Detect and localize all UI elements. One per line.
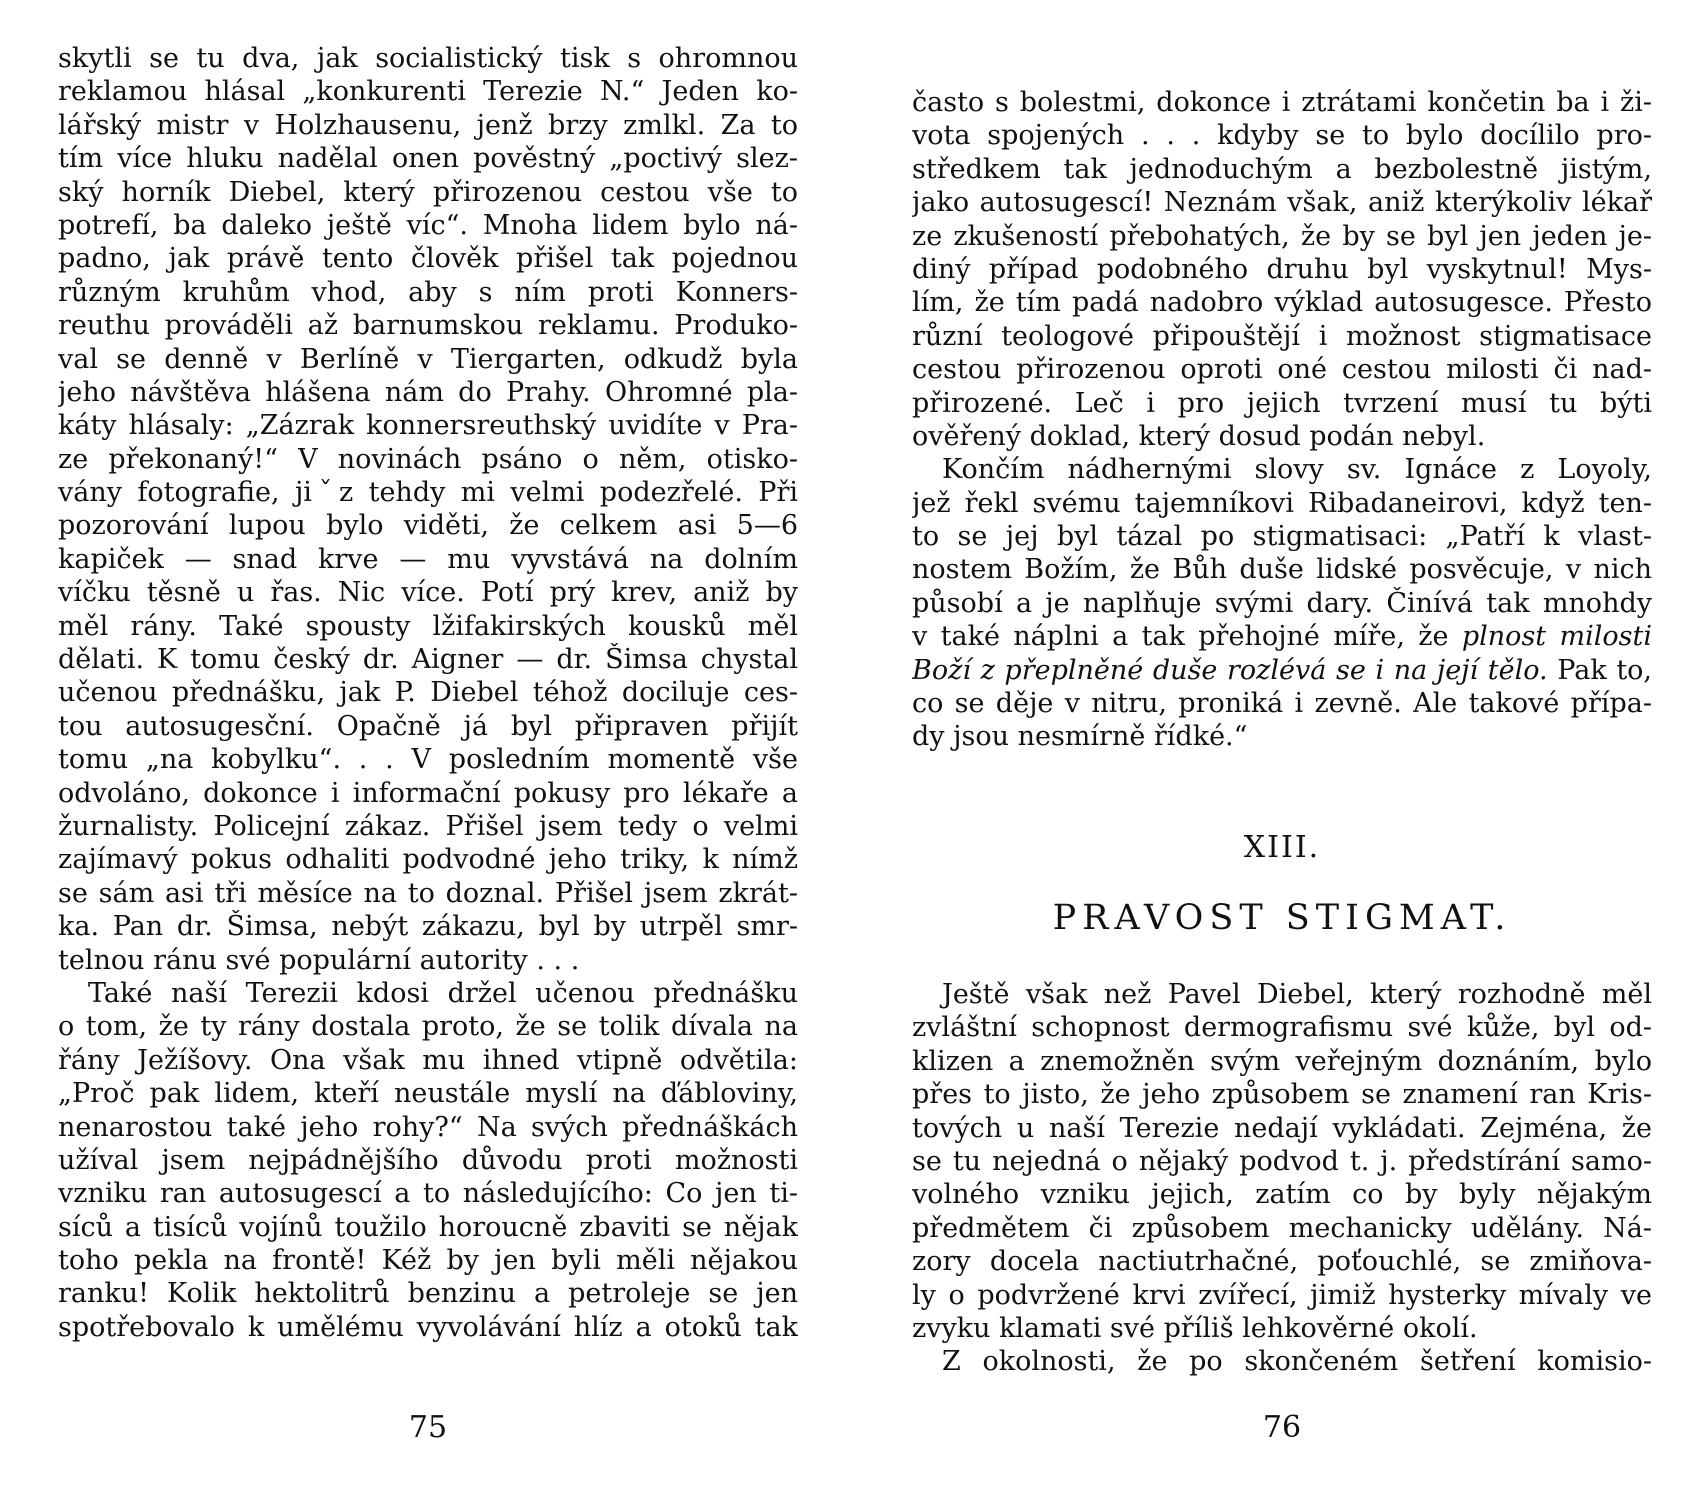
text-line: vota spojených . . . kdyby se to bylo docílilo pro- <box>912 120 1652 152</box>
text-line: lím, že tím padá nadobro výklad autosugesce. Přesto <box>912 287 1652 319</box>
text-line: zvláštní schopnost dermografismu své kůže, byl od- <box>912 1012 1652 1044</box>
text-line: různým kruhům vhod, aby s ním proti Konners- <box>58 276 798 308</box>
text-line: zajímavý pokus odhaliti podvodné jeho triky, k nímž <box>58 844 798 876</box>
text-line: ranku! Kolik hektolitrů benzinu a petroleje se jen <box>58 1278 798 1310</box>
text-line: ověřený doklad, který dosud podán nebyl. <box>912 420 1486 452</box>
text-line: zory docela nactiutrhačné, poťouchlé, se zmiňova- <box>912 1246 1652 1278</box>
text-line: ze překonaný!“ V novinách psáno o něm, otisko- <box>58 443 798 475</box>
chapter-number: XIII. <box>1243 830 1321 865</box>
right-page-text-bottom <box>912 978 1652 1379</box>
text-line: vzniku ran autosugescí a to následujícího: Co jen ti- <box>58 1178 798 1210</box>
text-line: val se denně v Berlíně v Tiergarten, odkudž byla <box>58 343 798 375</box>
text-line: předmětem či způsobem mechanicky udělány. Ná- <box>912 1212 1652 1244</box>
text-line: tových u naší Terezie nedají vykládati. Zejména, že <box>912 1112 1652 1144</box>
text-line: reuthu prováděli až barnumskou reklamu. Produko- <box>58 310 798 342</box>
right-page-text-top <box>912 86 1652 754</box>
text-line: reklamou hlásal „konkurenti Terezie N.“ Jeden ko- <box>58 76 798 108</box>
text-line: cestou přirozenou oproti oné cestou milosti či nad- <box>912 354 1652 386</box>
emphasis-text: Boží z přeplněné duše rozlévá se i na její tělo. <box>912 654 1548 686</box>
text-line: ský horník Diebel, který přirozenou cestou vše to <box>58 176 798 208</box>
text-line: dělati. K tomu český dr. Aigner — dr. Šimsa chystal <box>58 644 798 676</box>
text-line-with-emphasis <box>912 654 1652 687</box>
paragraph-first-line: Končím nádhernými slovy sv. Ignáce z Loyoly, <box>942 454 1652 486</box>
text-line: měl rány. Také spousty lžifakirských kousků měl <box>58 610 798 642</box>
paragraph-first-line: Také naší Terezii kdosi držel učenou přednášku <box>88 977 798 1009</box>
text-line: ka. Pan dr. Šimsa, nebýt zákazu, byl by utrpěl smr- <box>58 911 798 943</box>
text-line: o tom, že ty rány dostala proto, že se tolik dívala na <box>58 1011 798 1043</box>
paragraph-first-line: Ještě však než Pavel Diebel, který rozhodně měl <box>942 979 1652 1010</box>
text-line: se sám asi tři měsíce na to doznal. Přišel jsem zkrát- <box>58 877 798 909</box>
text-line: dy jsou nesmírně řídké.“ <box>912 721 1248 753</box>
text-line: jež řekl svému tajemníkovi Ribadaneirovi, když ten- <box>912 487 1652 519</box>
text-line: ly o podvržené krvi zvířecí, jimiž hysterky mívaly ve <box>912 1279 1652 1311</box>
text-line: to se jej byl tázal po stigmatisaci: „Patří k vlast- <box>912 521 1652 553</box>
text-line: pozorování lupou bylo viděti, že celkem asi 5—6 <box>58 510 798 542</box>
text-line: „Proč pak lidem, kteří neustále myslí na ďábloviny, <box>58 1078 798 1110</box>
text-line: často s bolestmi, dokonce i ztrátami končetin ba i ži- <box>912 87 1652 118</box>
text-line: káty hlásaly: „Zázrak konnersreuthský uvidíte v Pra- <box>58 410 798 442</box>
text-line: volného vzniku jejich, zatím co by byly nějakým <box>912 1179 1652 1211</box>
page-number: 75 <box>408 1410 448 1445</box>
text-line: tou autosugesční. Opačně já byl připraven přijít <box>58 710 798 742</box>
text-fragment: v také náplni a tak přehojné míře, že <box>912 621 1449 653</box>
text-line: jeho návštěva hlášena nám do Prahy. Ohromné pla- <box>58 376 798 408</box>
text-line: tomu „na kobylku“. . . V posledním momentě vše <box>58 744 798 776</box>
text-line: potrefí, ba daleko ještě víc“. Mnoha lidem bylo ná- <box>58 209 798 241</box>
page-number: 76 <box>1262 1410 1302 1445</box>
right-page <box>912 0 1652 1500</box>
text-line: diný případ podobného druhu byl vyskytnul! Mys- <box>912 253 1652 285</box>
text-line: užíval jsem nejpádnějšího důvodu proti možnosti <box>58 1144 798 1176</box>
text-line: učenou přednášku, jak P. Diebel téhož dociluje ces- <box>58 677 798 709</box>
text-line: síců a tisíců vojínů toužilo horoucně zbaviti se nějak <box>58 1211 798 1243</box>
chapter-title: PRAVOST STIGMAT. <box>1052 898 1512 938</box>
text-line: spotřebovalo k umělému vyvolávání hlíz a otoků tak <box>58 1311 798 1343</box>
text-line: odvoláno, dokonce i informační pokusy pro lékaře a <box>58 777 798 809</box>
text-line: lářský mistr v Holzhausenu, jenž brzy zmlkl. Za to <box>58 109 798 141</box>
text-line: přirozené. Leč i pro jejich tvrzení musí tu býti <box>912 387 1652 419</box>
text-line: padno, jak právě tento člověk přišel tak pojednou <box>58 243 798 275</box>
text-line: nostem Božím, že Bůh duše lidské posvěcuje, v nich <box>912 554 1652 586</box>
left-page <box>58 0 798 1500</box>
left-page-text <box>58 42 798 1344</box>
text-line: víčku těsně u řas. Nic více. Potí prý krev, aniž by <box>58 577 798 609</box>
text-line: toho pekla na frontě! Kéž by jen byli měli nějakou <box>58 1245 798 1277</box>
text-line: skytli se tu dva, jak socialistický tisk s ohromnou <box>58 43 798 74</box>
text-line: jako autosugescí! Neznám však, aniž kterýkoliv lékař <box>912 187 1652 219</box>
text-line: ze zkušeností přebohatých, že by se byl jen jeden je- <box>912 220 1652 252</box>
text-line: přes to jisto, že jeho způsobem se znamení ran Kris- <box>912 1079 1652 1111</box>
text-line: působí a je naplňuje svými dary. Činívá tak mnohdy <box>912 587 1652 619</box>
text-line: nenarostou také jeho rohy?“ Na svých přednáškách <box>58 1111 798 1143</box>
text-line: klizen a znemožněn svým veřejným doznáním, bylo <box>912 1045 1652 1077</box>
text-line: různí teologové připouštějí i možnost stigmatisace <box>912 320 1652 352</box>
text-line: kapiček — snad krve — mu vyvstává na dolním <box>58 543 798 575</box>
emphasis-text: plnost milosti <box>1461 621 1652 653</box>
text-line: se tu nejedná o nějaký podvod t. j. předstírání samo- <box>912 1145 1652 1177</box>
text-line: středkem tak jednoduchým a bezbolestně jistým, <box>912 153 1652 185</box>
text-line: řány Ježíšovy. Ona však mu ihned vtipně odvětila: <box>58 1044 798 1076</box>
text-line: tím více hluku nadělal onen pověstný „poctivý slez- <box>58 143 798 175</box>
text-line-with-emphasis <box>912 620 1652 653</box>
paragraph-first-line: Z okolnosti, že po skončeném šetření komisio- <box>942 1346 1652 1378</box>
text-line: vány fotografie, jiˇz tehdy mi velmi podezřelé. Při <box>58 477 798 509</box>
text-line: co se děje v nitru, proniká i zevně. Ale takové přípa- <box>912 688 1652 720</box>
text-line: žurnalisty. Policejní zákaz. Přišel jsem tedy o velmi <box>58 810 798 842</box>
text-line: zvyku klamati své příliš lehkověrné okolí. <box>912 1312 1478 1344</box>
text-line: telnou ránu své populární autority . . . <box>58 944 580 976</box>
text-fragment: Pak to, <box>1557 654 1652 686</box>
